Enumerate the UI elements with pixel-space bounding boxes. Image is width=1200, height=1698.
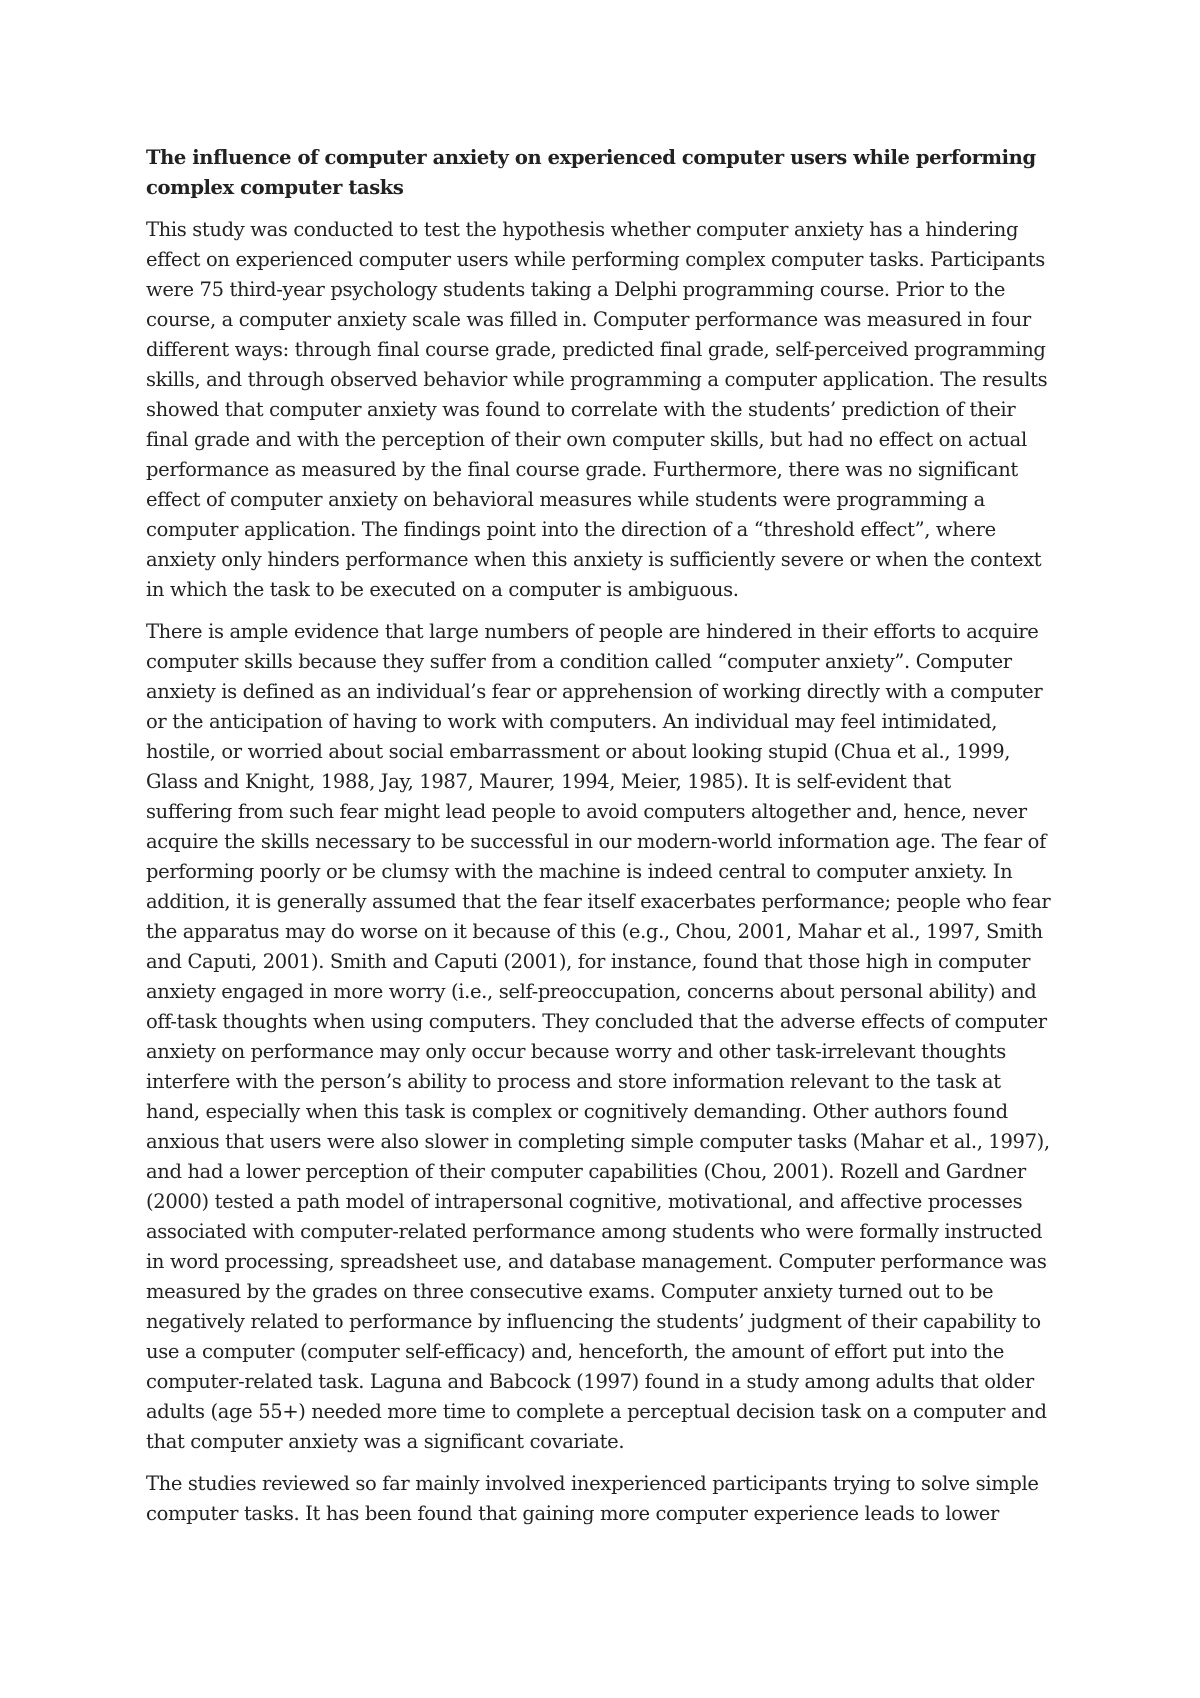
text-line: anxiety only hinders performance when this anxiety is sufficiently severe or when the context	[146, 548, 1042, 571]
text-line: addition, it is generally assumed that the fear itself exacerbates performance; people who fear	[146, 890, 1051, 913]
text-line: computer tasks. It has been found that gaining more computer experience leads to lower	[146, 1502, 999, 1525]
text-line: hand, especially when this task is complex or cognitively demanding. Other authors found	[146, 1100, 1008, 1123]
text-line: hostile, or worried about social embarrassment or about looking stupid (Chua et al., 1999,	[146, 740, 1011, 763]
text-line: There is ample evidence that large numbers of people are hindered in their efforts to acquire	[146, 620, 1039, 643]
text-line: interfere with the person’s ability to process and store information relevant to the task at	[146, 1070, 1001, 1093]
title-line: The influence of computer anxiety on experienced computer users while performing	[146, 146, 1036, 169]
document-title	[146, 143, 1076, 203]
text-line: skills, and through observed behavior while programming a computer application. The results	[146, 368, 1048, 391]
text-line: were 75 third-year psychology students taking a Delphi programming course. Prior to the	[146, 278, 1006, 301]
abstract-paragraph	[146, 215, 1076, 605]
text-line: in which the task to be executed on a computer is ambiguous.	[146, 578, 739, 601]
text-line: negatively related to performance by influencing the students’ judgment of their capability to	[146, 1310, 1041, 1333]
text-line: use a computer (computer self-efficacy) and, henceforth, the amount of effort put into the	[146, 1340, 1005, 1363]
text-line: and had a lower perception of their computer capabilities (Chou, 2001). Rozell and Gardner	[146, 1160, 1026, 1183]
text-line: anxiety engaged in more worry (i.e., self-preoccupation, concerns about personal ability) and	[146, 980, 1037, 1003]
text-line: showed that computer anxiety was found to correlate with the students’ prediction of their	[146, 398, 1016, 421]
text-line: effect on experienced computer users while performing complex computer tasks. Participants	[146, 248, 1045, 271]
text-line: adults (age 55+) needed more time to complete a perceptual decision task on a computer and	[146, 1400, 1047, 1423]
title-line: complex computer tasks	[146, 176, 404, 199]
text-line: course, a computer anxiety scale was filled in. Computer performance was measured in four	[146, 308, 1031, 331]
text-line: the apparatus may do worse on it because of this (e.g., Chou, 2001, Mahar et al., 1997, Smith	[146, 920, 1043, 943]
text-line: that computer anxiety was a significant covariate.	[146, 1430, 625, 1453]
text-line: or the anticipation of having to work with computers. An individual may feel intimidated,	[146, 710, 998, 733]
text-line: Glass and Knight, 1988, Jay, 1987, Maurer, 1994, Meier, 1985). It is self-evident that	[146, 770, 951, 793]
text-line: and Caputi, 2001). Smith and Caputi (2001), for instance, found that those high in computer	[146, 950, 1031, 973]
text-line: different ways: through final course grade, predicted final grade, self-perceived programming	[146, 338, 1046, 361]
text-line: measured by the grades on three consecutive exams. Computer anxiety turned out to be	[146, 1280, 994, 1303]
text-line: computer application. The findings point into the direction of a “threshold effect”, where	[146, 518, 996, 541]
text-line: computer-related task. Laguna and Babcock (1997) found in a study among adults that older	[146, 1370, 1034, 1393]
text-line: associated with computer-related performance among students who were formally instructed	[146, 1220, 1043, 1243]
text-line: anxiety is defined as an individual’s fear or apprehension of working directly with a computer	[146, 680, 1043, 703]
text-line: off-task thoughts when using computers. They concluded that the adverse effects of computer	[146, 1010, 1047, 1033]
text-line: computer skills because they suffer from a condition called “computer anxiety”. Computer	[146, 650, 1012, 673]
text-line: (2000) tested a path model of intrapersonal cognitive, motivational, and affective processes	[146, 1190, 1023, 1213]
body-paragraph	[146, 617, 1076, 1457]
text-line: in word processing, spreadsheet use, and database management. Computer performance was	[146, 1250, 1047, 1273]
text-line: anxious that users were also slower in completing simple computer tasks (Mahar et al., 1997),	[146, 1130, 1050, 1153]
text-line: performing poorly or be clumsy with the machine is indeed central to computer anxiety. In	[146, 860, 1013, 883]
body-paragraph	[146, 1469, 1076, 1529]
text-line: This study was conducted to test the hypothesis whether computer anxiety has a hindering	[146, 218, 1019, 241]
text-line: performance as measured by the final course grade. Furthermore, there was no significant	[146, 458, 1018, 481]
text-line: suffering from such fear might lead people to avoid computers altogether and, hence, never	[146, 800, 1027, 823]
text-line: anxiety on performance may only occur because worry and other task-irrelevant thoughts	[146, 1040, 1006, 1063]
text-line: acquire the skills necessary to be successful in our modern-world information age. The fear of	[146, 830, 1046, 853]
text-line: The studies reviewed so far mainly involved inexperienced participants trying to solve simple	[146, 1472, 1039, 1495]
document-body	[146, 143, 1076, 1541]
text-line: final grade and with the perception of their own computer skills, but had no effect on actual	[146, 428, 1027, 451]
text-line: effect of computer anxiety on behavioral measures while students were programming a	[146, 488, 985, 511]
